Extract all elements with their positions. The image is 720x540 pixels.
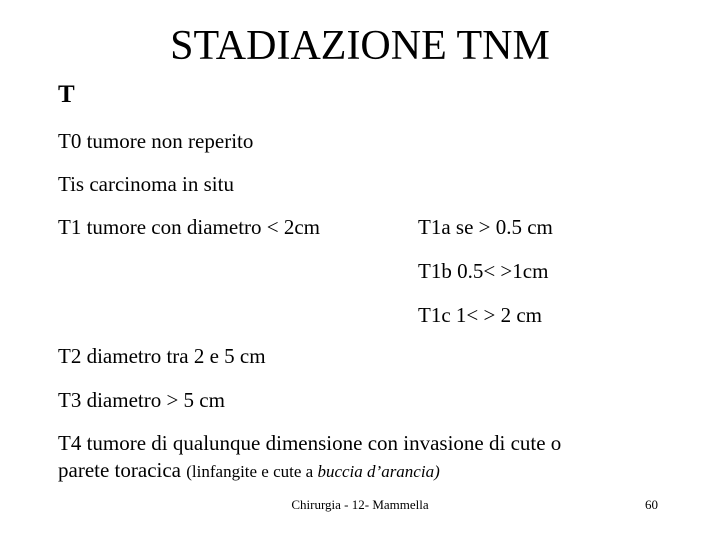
item-tis: Tis carcinoma in situ: [58, 172, 234, 196]
item-t0: T0 tumore non reperito: [58, 129, 254, 153]
item-t1b: T1b 0.5< >1cm: [418, 259, 549, 283]
item-t4-main: parete toracica: [58, 458, 187, 482]
item-t4-italic: buccia d’arancia): [317, 462, 440, 481]
item-t1: T1 tumore con diametro < 2cm: [58, 215, 321, 239]
item-t3: T3 diametro > 5 cm: [58, 388, 225, 412]
item-t1a: T1a se > 0.5 cm: [418, 215, 553, 239]
item-t4-line2: [58, 457, 440, 485]
item-t1c: T1c 1< > 2 cm: [418, 303, 542, 327]
item-t2: T2 diametro tra 2 e 5 cm: [58, 344, 266, 368]
item-t4-detail: (linfangite e cute a: [186, 462, 318, 481]
slide-title: STADIAZIONE TNM: [170, 23, 550, 69]
item-t4-line1: T4 tumore di qualunque dimensione con invasione di cute o: [58, 431, 562, 455]
page-number: 60: [645, 497, 658, 512]
section-heading: T: [58, 81, 75, 108]
footer-text: Chirurgia - 12- Mammella: [291, 497, 429, 512]
